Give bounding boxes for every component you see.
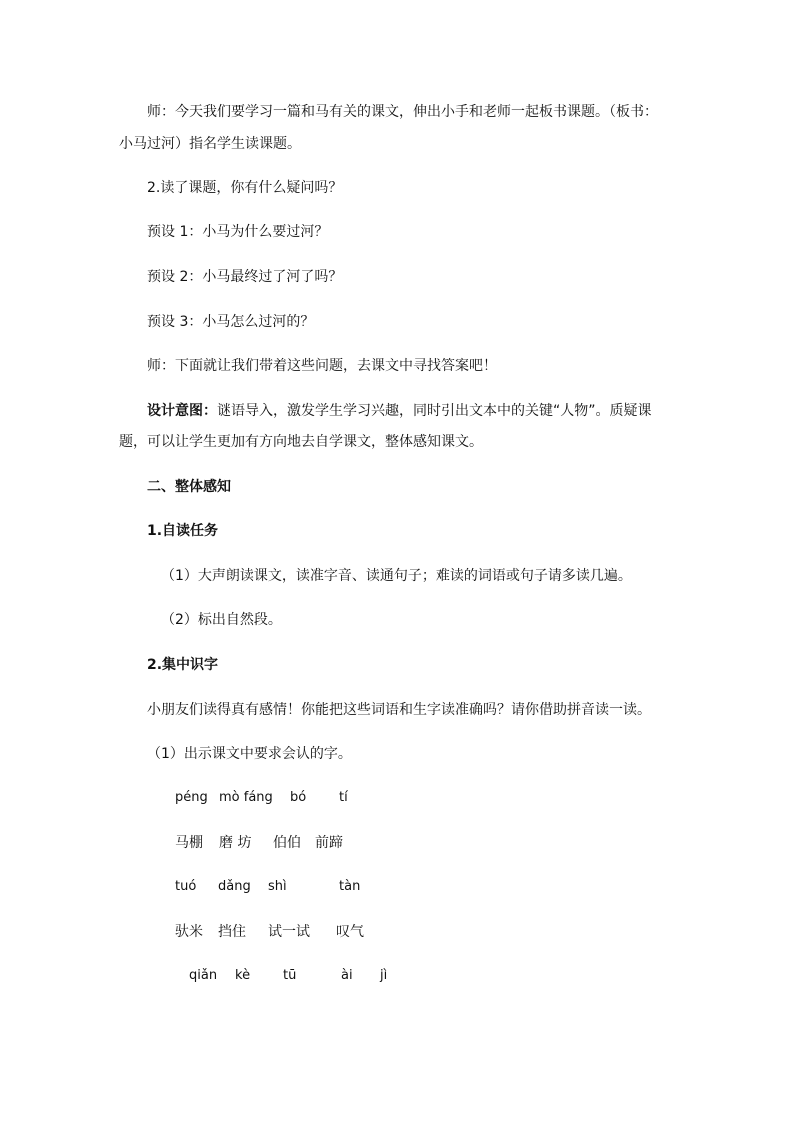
task-item-1: （1）大声朗读课文，读准字音、读通句子；难读的词语或句子请多读几遍。: [161, 568, 632, 584]
paragraph-teacher-intro-line1: 师：今天我们要学习一篇和马有关的课文，伸出小手和老师一起板书课题。（板书：: [147, 104, 658, 120]
subheading-literacy: 2.集中识字: [147, 657, 219, 673]
vocab-word: 前蹄: [315, 835, 343, 851]
design-intent-line1: [147, 401, 652, 421]
paragraph-preset-1: 预设 1：小马为什么要过河？: [147, 224, 329, 240]
vocab-word: 试一试: [268, 924, 310, 940]
pinyin: ài: [341, 968, 353, 983]
task-item-2: （2）标出自然段。: [161, 612, 282, 628]
pinyin: kè: [235, 968, 251, 983]
section-heading-overall: 二、整体感知: [147, 479, 231, 495]
pinyin: mò fáng: [219, 790, 273, 805]
paragraph-question: 2.读了课题，你有什么疑问吗？: [147, 180, 343, 196]
pinyin: shì: [268, 879, 287, 894]
literacy-item-1: （1）出示课文中要求会认的字。: [147, 746, 352, 762]
paragraph-preset-3: 预设 3：小马怎么过河的？: [147, 314, 315, 330]
vocab-word: 驮米: [175, 924, 203, 940]
vocab-word: 挡住: [218, 924, 246, 940]
design-intent-line2: 题，可以让学生更加有方向地去自学课文，整体感知课文。: [119, 434, 483, 450]
pinyin: tàn: [339, 879, 361, 894]
paragraph-preset-2: 预设 2：小马最终过了河了吗？: [147, 269, 343, 285]
pinyin: tū: [283, 968, 297, 983]
literacy-intro: 小朋友们读得真有感情！你能把这些词语和生字读准确吗？请你借助拼音读一读。: [147, 702, 651, 718]
paragraph-teacher-intro-line2: 小马过河）指名学生读课题。: [119, 136, 301, 152]
subheading-self-reading: 1.自读任务: [147, 523, 219, 539]
vocab-word: 叹气: [336, 924, 364, 940]
pinyin: dǎng: [218, 879, 251, 894]
pinyin: tí: [339, 790, 348, 805]
vocab-word: 磨 坊: [219, 835, 252, 851]
design-intent-label: 设计意图：: [147, 403, 217, 419]
paragraph-teacher-prompt: 师：下面就让我们带着这些问题，去课文中寻找答案吧！: [147, 358, 497, 374]
pinyin: qiǎn: [189, 968, 218, 983]
pinyin: tuó: [175, 879, 197, 894]
pinyin: jì: [380, 968, 388, 983]
pinyin: péng: [175, 790, 208, 805]
vocab-word: 马棚: [175, 835, 203, 851]
pinyin: bó: [290, 790, 307, 805]
vocab-word: 伯伯: [273, 835, 301, 851]
design-intent-text: 谜语导入，激发学生学习兴趣，同时引出文本中的关键“人物”。质疑课: [217, 403, 652, 419]
